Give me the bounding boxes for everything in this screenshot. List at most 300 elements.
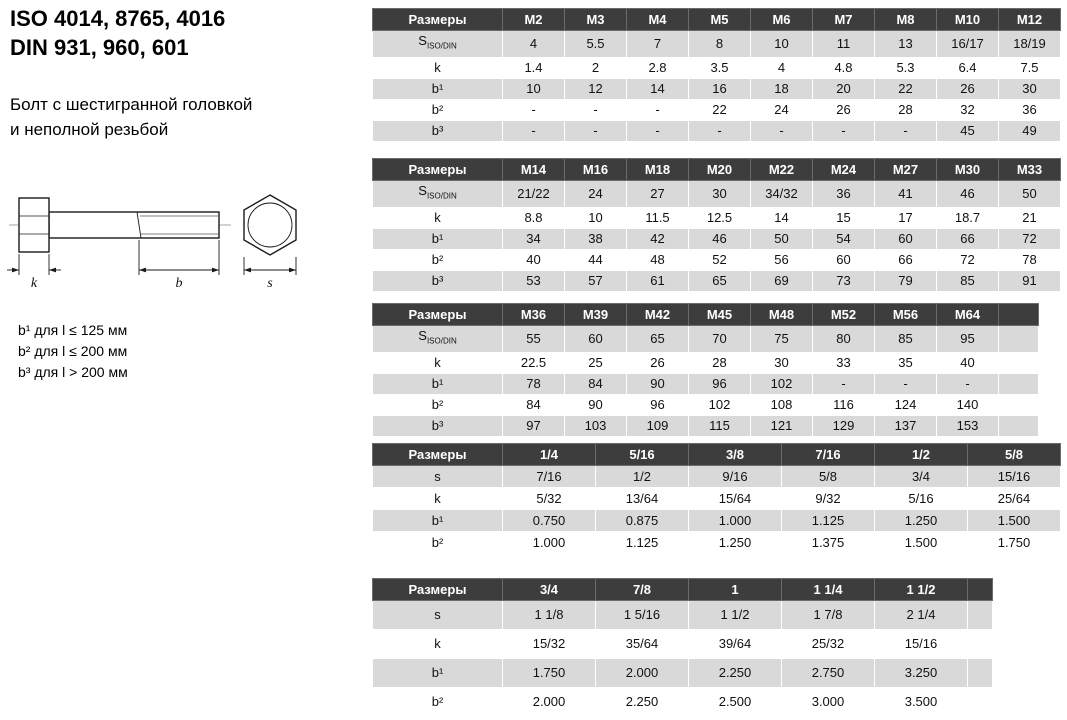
title-line-din: DIN 931, 960, 601 xyxy=(10,35,189,60)
value-cell: 24 xyxy=(565,181,627,208)
column-header: 1/2 xyxy=(875,444,968,466)
value-cell: 52 xyxy=(689,249,751,270)
column-header: M10 xyxy=(937,9,999,31)
value-cell: 16 xyxy=(689,78,751,99)
value-cell: 36 xyxy=(999,99,1061,120)
bolt-diagram-svg xyxy=(5,183,325,293)
header-row xyxy=(373,579,993,601)
column-header: M56 xyxy=(875,304,937,326)
row-label: k xyxy=(373,352,503,373)
s-arrow-left xyxy=(244,268,251,273)
column-header: M48 xyxy=(751,304,813,326)
value-cell: 1 1/8 xyxy=(503,601,596,630)
value-cell: 65 xyxy=(689,270,751,291)
table-row xyxy=(373,270,1061,291)
value-cell: 14 xyxy=(627,78,689,99)
page-subtitle xyxy=(10,92,252,142)
row-label: b² xyxy=(373,249,503,270)
row-label: b² xyxy=(373,688,503,717)
column-header: 1 xyxy=(689,579,782,601)
value-cell: 15/64 xyxy=(689,488,782,510)
empty-cell xyxy=(999,415,1039,436)
column-header: M18 xyxy=(627,159,689,181)
value-cell: 60 xyxy=(565,326,627,353)
column-header: M52 xyxy=(813,304,875,326)
value-cell: 103 xyxy=(565,415,627,436)
value-cell: 1.000 xyxy=(689,510,782,532)
value-cell: 2.000 xyxy=(596,659,689,688)
value-cell: 0.750 xyxy=(503,510,596,532)
value-cell: 85 xyxy=(937,270,999,291)
column-header: M64 xyxy=(937,304,999,326)
table-row xyxy=(373,688,993,717)
column-header: M3 xyxy=(565,9,627,31)
empty-cell xyxy=(968,630,993,659)
value-cell: 3.500 xyxy=(875,688,968,717)
row-label: b³ xyxy=(373,270,503,291)
value-cell: 1.500 xyxy=(875,532,968,554)
table-row xyxy=(373,394,1039,415)
value-cell: 5/32 xyxy=(503,488,596,510)
b-arrow-left xyxy=(139,268,146,273)
row-label: $S_{ISO/DIN}$ xyxy=(373,31,503,58)
value-cell: 121 xyxy=(751,415,813,436)
value-cell: 22 xyxy=(875,78,937,99)
value-cell: 15/16 xyxy=(968,466,1061,488)
value-cell: 102 xyxy=(751,373,813,394)
title-line-iso: ISO 4014, 8765, 4016 xyxy=(10,6,226,31)
column-header: 3/8 xyxy=(689,444,782,466)
value-cell: 2.250 xyxy=(596,688,689,717)
row-label: b² xyxy=(373,532,503,554)
value-cell: 9/32 xyxy=(782,488,875,510)
header-row xyxy=(373,304,1039,326)
header-row xyxy=(373,444,1061,466)
value-cell: 1.125 xyxy=(782,510,875,532)
value-cell: 84 xyxy=(565,373,627,394)
value-cell: 115 xyxy=(689,415,751,436)
row-label: b¹ xyxy=(373,78,503,99)
row-label: $S_{ISO/DIN}$ xyxy=(373,181,503,208)
value-cell: 1.750 xyxy=(503,659,596,688)
value-cell: 57 xyxy=(565,270,627,291)
table-row xyxy=(373,352,1039,373)
column-header: M6 xyxy=(751,9,813,31)
table-row xyxy=(373,249,1061,270)
value-cell: 95 xyxy=(937,326,999,353)
dim-label-s: s xyxy=(267,276,273,291)
value-cell: 30 xyxy=(999,78,1061,99)
header-row xyxy=(373,159,1061,181)
value-cell: 17 xyxy=(875,207,937,228)
value-cell: 3.250 xyxy=(875,659,968,688)
value-cell: 42 xyxy=(627,228,689,249)
row-label: s xyxy=(373,466,503,488)
column-header: M30 xyxy=(937,159,999,181)
footnote-b3: b³ для l > 200 мм xyxy=(18,364,128,380)
column-header: 1/4 xyxy=(503,444,596,466)
value-cell: 140 xyxy=(937,394,999,415)
value-cell: - xyxy=(937,373,999,394)
column-header: M22 xyxy=(751,159,813,181)
value-cell: 50 xyxy=(751,228,813,249)
table-row xyxy=(373,415,1039,436)
value-cell: 32 xyxy=(937,99,999,120)
column-header: M39 xyxy=(565,304,627,326)
row-label: b² xyxy=(373,99,503,120)
value-cell: 12.5 xyxy=(689,207,751,228)
dimension-k xyxy=(7,254,61,275)
value-cell: 13/64 xyxy=(596,488,689,510)
value-cell: 10 xyxy=(503,78,565,99)
value-cell: 25/64 xyxy=(968,488,1061,510)
empty-cell xyxy=(968,688,993,717)
k-arrow-left xyxy=(12,268,19,273)
table-row xyxy=(373,488,1061,510)
value-cell: 2.500 xyxy=(689,688,782,717)
value-cell: 53 xyxy=(503,270,565,291)
value-cell: 72 xyxy=(999,228,1061,249)
row-label: k xyxy=(373,57,503,78)
value-cell: 109 xyxy=(627,415,689,436)
value-cell: 35/64 xyxy=(596,630,689,659)
column-header: M14 xyxy=(503,159,565,181)
value-cell: 2 xyxy=(565,57,627,78)
value-cell: 124 xyxy=(875,394,937,415)
row-label: b³ xyxy=(373,120,503,141)
value-cell: 25 xyxy=(565,352,627,373)
dimension-table-4 xyxy=(372,443,1061,554)
column-header: M8 xyxy=(875,9,937,31)
value-cell: - xyxy=(813,120,875,141)
value-cell: 90 xyxy=(627,373,689,394)
value-cell: 16/17 xyxy=(937,31,999,58)
value-cell: 78 xyxy=(999,249,1061,270)
value-cell: 84 xyxy=(503,394,565,415)
value-cell: 40 xyxy=(503,249,565,270)
value-cell: 36 xyxy=(813,181,875,208)
value-cell: 9/16 xyxy=(689,466,782,488)
value-cell: 26 xyxy=(813,99,875,120)
column-header: M5 xyxy=(689,9,751,31)
value-cell: 55 xyxy=(503,326,565,353)
value-cell: 1 7/8 xyxy=(782,601,875,630)
value-cell: 18 xyxy=(751,78,813,99)
column-header: M42 xyxy=(627,304,689,326)
column-header: 7/16 xyxy=(782,444,875,466)
value-cell: 66 xyxy=(875,249,937,270)
empty-cell xyxy=(968,659,993,688)
value-cell: 25/32 xyxy=(782,630,875,659)
value-cell: 60 xyxy=(813,249,875,270)
row-label: k xyxy=(373,207,503,228)
value-cell: 56 xyxy=(751,249,813,270)
empty-cell xyxy=(968,601,993,630)
value-cell: 14 xyxy=(751,207,813,228)
value-cell: 28 xyxy=(875,99,937,120)
empty-cell xyxy=(999,326,1039,353)
dimension-table-1 xyxy=(372,8,1061,142)
table-row xyxy=(373,78,1061,99)
b-arrow-right xyxy=(212,268,219,273)
value-cell: 2.000 xyxy=(503,688,596,717)
value-cell: 78 xyxy=(503,373,565,394)
value-cell: 40 xyxy=(937,352,999,373)
value-cell: 15 xyxy=(813,207,875,228)
value-cell: 1.250 xyxy=(689,532,782,554)
value-cell: 44 xyxy=(565,249,627,270)
value-cell: 1.750 xyxy=(968,532,1061,554)
column-header: M2 xyxy=(503,9,565,31)
row-label: b¹ xyxy=(373,373,503,394)
value-cell: 10 xyxy=(751,31,813,58)
row-label: b¹ xyxy=(373,510,503,532)
bolt-head xyxy=(19,198,49,252)
dim-label-b: b xyxy=(175,276,183,291)
value-cell: - xyxy=(627,120,689,141)
value-cell: 6.4 xyxy=(937,57,999,78)
page-title xyxy=(10,4,225,62)
corner-header: Размеры xyxy=(373,579,503,601)
value-cell: 21 xyxy=(999,207,1061,228)
table-row xyxy=(373,31,1061,58)
value-cell: 24 xyxy=(751,99,813,120)
value-cell: 79 xyxy=(875,270,937,291)
value-cell: 129 xyxy=(813,415,875,436)
value-cell: 3.5 xyxy=(689,57,751,78)
table-row xyxy=(373,373,1039,394)
value-cell: 28 xyxy=(689,352,751,373)
value-cell: 5/16 xyxy=(875,488,968,510)
value-cell: 102 xyxy=(689,394,751,415)
value-cell: 1.125 xyxy=(596,532,689,554)
table-row xyxy=(373,99,1061,120)
table-row xyxy=(373,181,1061,208)
column-header: 7/8 xyxy=(596,579,689,601)
value-cell: 34/32 xyxy=(751,181,813,208)
value-cell: 4 xyxy=(751,57,813,78)
value-cell: 33 xyxy=(813,352,875,373)
empty-header-cell xyxy=(999,304,1039,326)
empty-header-cell xyxy=(968,579,993,601)
value-cell: 5/8 xyxy=(782,466,875,488)
value-cell: 15/16 xyxy=(875,630,968,659)
value-cell: 85 xyxy=(875,326,937,353)
value-cell: 22.5 xyxy=(503,352,565,373)
value-cell: 2 1/4 xyxy=(875,601,968,630)
row-label: k xyxy=(373,630,503,659)
value-cell: 10 xyxy=(565,207,627,228)
value-cell: 26 xyxy=(627,352,689,373)
value-cell: 3/4 xyxy=(875,466,968,488)
value-cell: 7/16 xyxy=(503,466,596,488)
value-cell: 137 xyxy=(875,415,937,436)
value-cell: 153 xyxy=(937,415,999,436)
value-cell: 8.8 xyxy=(503,207,565,228)
value-cell: 34 xyxy=(503,228,565,249)
value-cell: 5.5 xyxy=(565,31,627,58)
value-cell: 108 xyxy=(751,394,813,415)
value-cell: 45 xyxy=(937,120,999,141)
row-label: b³ xyxy=(373,415,503,436)
value-cell: 61 xyxy=(627,270,689,291)
column-header: M24 xyxy=(813,159,875,181)
value-cell: 49 xyxy=(999,120,1061,141)
column-header: 3/4 xyxy=(503,579,596,601)
value-cell: - xyxy=(627,99,689,120)
value-cell: 54 xyxy=(813,228,875,249)
subtitle-line-2: и неполной резьбой xyxy=(10,120,169,139)
value-cell: 1.000 xyxy=(503,532,596,554)
value-cell: 21/22 xyxy=(503,181,565,208)
dimension-s xyxy=(244,257,296,275)
value-cell: - xyxy=(813,373,875,394)
value-cell: 38 xyxy=(565,228,627,249)
value-cell: 2.8 xyxy=(627,57,689,78)
value-cell: - xyxy=(689,120,751,141)
value-cell: 8 xyxy=(689,31,751,58)
column-header: M16 xyxy=(565,159,627,181)
value-cell: - xyxy=(565,120,627,141)
table-row xyxy=(373,601,993,630)
footnote-b1: b¹ для l ≤ 125 мм xyxy=(18,322,128,338)
empty-cell xyxy=(999,373,1039,394)
footnotes xyxy=(18,320,128,383)
corner-header: Размеры xyxy=(373,9,503,31)
value-cell: 41 xyxy=(875,181,937,208)
value-cell: 7.5 xyxy=(999,57,1061,78)
row-label: b¹ xyxy=(373,659,503,688)
value-cell: - xyxy=(503,120,565,141)
column-header: 1 1/4 xyxy=(782,579,875,601)
value-cell: 18/19 xyxy=(999,31,1061,58)
row-label: $S_{ISO/DIN}$ xyxy=(373,326,503,353)
column-header: M20 xyxy=(689,159,751,181)
value-cell: 7 xyxy=(627,31,689,58)
value-cell: 22 xyxy=(689,99,751,120)
row-label: b² xyxy=(373,394,503,415)
value-cell: 46 xyxy=(937,181,999,208)
value-cell: 96 xyxy=(689,373,751,394)
value-cell: 70 xyxy=(689,326,751,353)
value-cell: 116 xyxy=(813,394,875,415)
value-cell: 11 xyxy=(813,31,875,58)
header-row xyxy=(373,9,1061,31)
value-cell: 48 xyxy=(627,249,689,270)
table-row xyxy=(373,57,1061,78)
value-cell: 12 xyxy=(565,78,627,99)
value-cell: 2.750 xyxy=(782,659,875,688)
value-cell: 0.875 xyxy=(596,510,689,532)
value-cell: 26 xyxy=(937,78,999,99)
value-cell: 97 xyxy=(503,415,565,436)
value-cell: 60 xyxy=(875,228,937,249)
value-cell: 11.5 xyxy=(627,207,689,228)
bolt-drawing xyxy=(5,183,325,293)
value-cell: - xyxy=(751,120,813,141)
value-cell: 4 xyxy=(503,31,565,58)
row-label: k xyxy=(373,488,503,510)
dimension-table-3 xyxy=(372,303,1039,437)
value-cell: - xyxy=(875,120,937,141)
value-cell: 1.500 xyxy=(968,510,1061,532)
column-header: 5/8 xyxy=(968,444,1061,466)
value-cell: 91 xyxy=(999,270,1061,291)
value-cell: 75 xyxy=(751,326,813,353)
corner-header: Размеры xyxy=(373,159,503,181)
value-cell: 90 xyxy=(565,394,627,415)
value-cell: 1.375 xyxy=(782,532,875,554)
value-cell: 15/32 xyxy=(503,630,596,659)
value-cell: 66 xyxy=(937,228,999,249)
row-label: b¹ xyxy=(373,228,503,249)
value-cell: 1/2 xyxy=(596,466,689,488)
value-cell: 2.250 xyxy=(689,659,782,688)
value-cell: 1.4 xyxy=(503,57,565,78)
column-header: M45 xyxy=(689,304,751,326)
hex-head-front xyxy=(244,195,296,255)
column-header: M27 xyxy=(875,159,937,181)
value-cell: 39/64 xyxy=(689,630,782,659)
value-cell: 18.7 xyxy=(937,207,999,228)
value-cell: 30 xyxy=(689,181,751,208)
table-row xyxy=(373,120,1061,141)
table-row xyxy=(373,510,1061,532)
value-cell: - xyxy=(875,373,937,394)
column-header: M4 xyxy=(627,9,689,31)
row-label: s xyxy=(373,601,503,630)
column-header: M7 xyxy=(813,9,875,31)
tables-container xyxy=(372,0,1067,720)
column-header: 5/16 xyxy=(596,444,689,466)
table-row xyxy=(373,630,993,659)
s-arrow-right xyxy=(289,268,296,273)
empty-cell xyxy=(999,352,1039,373)
value-cell: 5.3 xyxy=(875,57,937,78)
value-cell: - xyxy=(565,99,627,120)
footnote-b2: b² для l ≤ 200 мм xyxy=(18,343,128,359)
value-cell: 20 xyxy=(813,78,875,99)
value-cell: 3.000 xyxy=(782,688,875,717)
empty-cell xyxy=(999,394,1039,415)
table-row xyxy=(373,228,1061,249)
table-row xyxy=(373,532,1061,554)
value-cell: 1 1/2 xyxy=(689,601,782,630)
value-cell: 73 xyxy=(813,270,875,291)
corner-header: Размеры xyxy=(373,304,503,326)
value-cell: 35 xyxy=(875,352,937,373)
table-row xyxy=(373,326,1039,353)
value-cell: 27 xyxy=(627,181,689,208)
value-cell: 1 5/16 xyxy=(596,601,689,630)
dimension-table-5 xyxy=(372,578,993,717)
column-header: M33 xyxy=(999,159,1061,181)
value-cell: - xyxy=(503,99,565,120)
table-row xyxy=(373,466,1061,488)
value-cell: 72 xyxy=(937,249,999,270)
value-cell: 46 xyxy=(689,228,751,249)
value-cell: 80 xyxy=(813,326,875,353)
dimension-table-2 xyxy=(372,158,1061,292)
column-header: M12 xyxy=(999,9,1061,31)
dim-label-k: k xyxy=(30,276,38,291)
value-cell: 30 xyxy=(751,352,813,373)
value-cell: 69 xyxy=(751,270,813,291)
value-cell: 50 xyxy=(999,181,1061,208)
column-header: 1 1/2 xyxy=(875,579,968,601)
corner-header: Размеры xyxy=(373,444,503,466)
value-cell: 96 xyxy=(627,394,689,415)
